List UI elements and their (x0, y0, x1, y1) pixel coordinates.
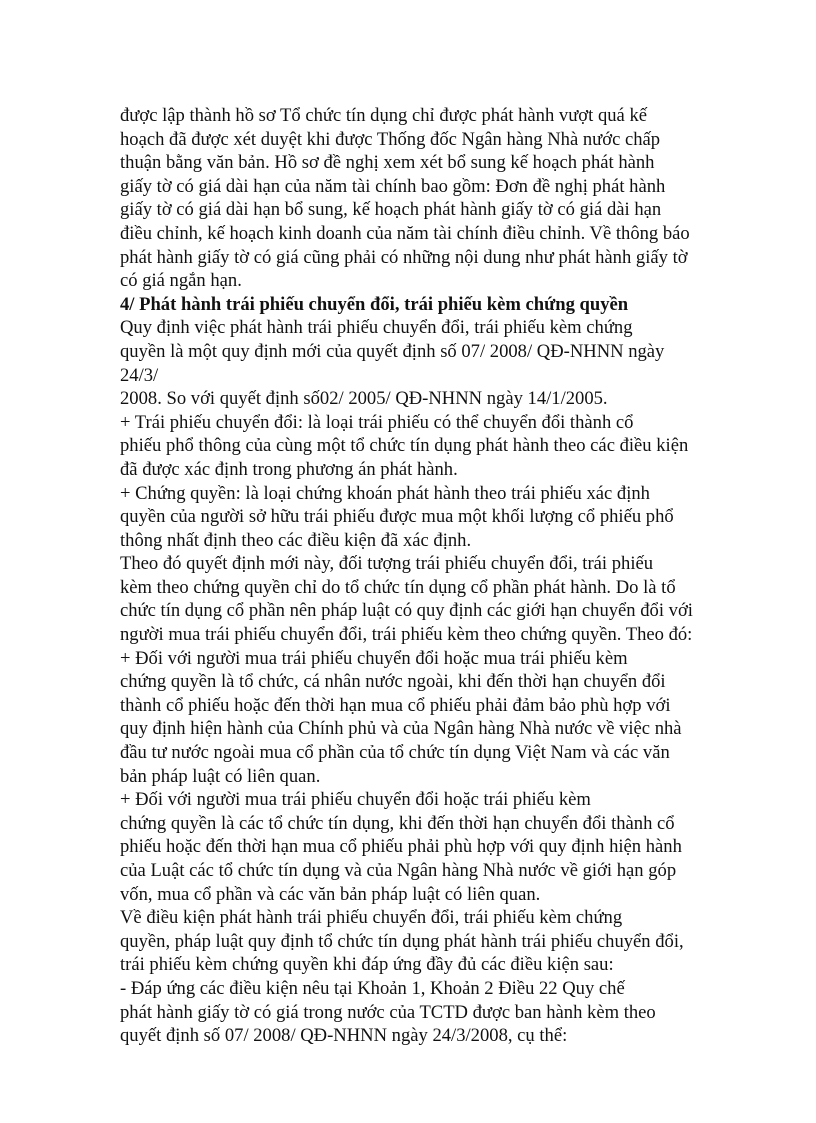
body-text-line: bản pháp luật có liên quan. (120, 765, 321, 787)
body-text-line: chứng quyền là các tổ chức tín dụng, khi đến thời hạn chuyển đổi thành cổ (120, 812, 675, 834)
body-text-line: Về điều kiện phát hành trái phiếu chuyển đổi, trái phiếu kèm chứng (120, 907, 623, 929)
body-text-line: đã được xác định trong phương án phát hành. (120, 458, 458, 480)
body-text-line: thuận bằng văn bản. Hồ sơ đề nghị xem xét bổ sung kế hoạch phát hành (120, 152, 655, 174)
body-text-line: chứng quyền là tổ chức, cá nhân nước ngoài, khi đến thời hạn chuyển đổi (120, 671, 666, 693)
body-text-line: - Đáp ứng các điều kiện nêu tại Khoản 1, Khoản 2 Điều 22 Quy chế (120, 977, 625, 999)
body-text-line: có giá ngắn hạn. (120, 270, 242, 292)
body-text-line: + Đối với người mua trái phiếu chuyển đổi hoặc mua trái phiếu kèm (120, 647, 628, 669)
body-text-line: vốn, mua cổ phần và các văn bản pháp luật có liên quan. (120, 883, 541, 905)
body-text-line: của Luật các tổ chức tín dụng và của Ngân hàng Nhà nước về giới hạn góp (120, 860, 677, 881)
body-text-line: hoạch đã được xét duyệt khi được Thống đốc Ngân hàng Nhà nước chấp (120, 128, 661, 150)
body-text-line: thành cổ phiếu hoặc đến thời hạn mua cổ phiếu phải đảm bảo phù hợp với (120, 694, 671, 716)
body-text-line: điều chỉnh, kế hoạch kinh doanh của năm tài chính điều chỉnh. Về thông báo (120, 222, 690, 244)
body-text-line: giấy tờ có giá dài hạn của năm tài chính bao gồm: Đơn đề nghị phát hành (120, 175, 666, 197)
body-text-line: 24/3/ (120, 364, 159, 386)
body-text-line: + Chứng quyền: là loại chứng khoán phát hành theo trái phiếu xác định (120, 482, 650, 504)
body-text-line: trái phiếu kèm chứng quyền khi đáp ứng đầy đủ các điều kiện sau: (120, 954, 614, 976)
body-text-line: quyền, pháp luật quy định tổ chức tín dụng phát hành trái phiếu chuyển đổi, (120, 930, 684, 952)
body-text-line: 2008. So với quyết định số02/ 2005/ QĐ-NHNN ngày 14/1/2005. (120, 388, 608, 410)
body-text-line: phiếu hoặc đến thời hạn mua cổ phiếu phải phù hợp với quy định hiện hành (120, 836, 682, 858)
body-text-line: giấy tờ có giá dài hạn bổ sung, kế hoạch phát hành giấy tờ có giá dài hạn (120, 199, 662, 221)
body-text-line: chức tín dụng cổ phần nên pháp luật có quy định các giới hạn chuyển đổi với (120, 600, 693, 622)
document-body (120, 104, 720, 1048)
body-text-line: quyền là một quy định mới của quyết định số 07/ 2008/ QĐ-NHNN ngày (120, 340, 665, 362)
body-text-line: phát hành giấy tờ có giá trong nước của TCTD được ban hành kèm theo (120, 1001, 656, 1023)
body-text-line: Theo đó quyết định mới này, đối tượng trái phiếu chuyển đổi, trái phiếu (120, 553, 654, 575)
body-text-line: kèm theo chứng quyền chỉ do tổ chức tín dụng cổ phần phát hành. Do là tổ (120, 576, 676, 598)
body-text-line: đầu tư nước ngoài mua cổ phần của tổ chức tín dụng Việt Nam và các văn (120, 742, 670, 764)
body-text-line: người mua trái phiếu chuyển đổi, trái phiếu kèm theo chứng quyền. Theo đó: (120, 624, 693, 646)
body-text-line: + Đối với người mua trái phiếu chuyển đổi hoặc trái phiếu kèm (120, 789, 591, 811)
body-text-line: quy định hiện hành của Chính phủ và của Ngân hàng Nhà nước về việc nhà (120, 718, 682, 740)
body-text-line: thông nhất định theo các điều kiện đã xác định. (120, 529, 472, 551)
body-text-line: Quy định việc phát hành trái phiếu chuyển đổi, trái phiếu kèm chứng (120, 317, 633, 339)
body-text-line: phiếu phổ thông của cùng một tổ chức tín dụng phát hành theo các điều kiện (120, 435, 689, 457)
section-heading: 4/ Phát hành trái phiếu chuyển đổi, trái phiếu kèm chứng quyền (120, 293, 629, 315)
body-text-line: quyết định số 07/ 2008/ QĐ-NHNN ngày 24/3/2008, cụ thể: (120, 1025, 568, 1047)
body-text-line: + Trái phiếu chuyển đổi: là loại trái phiếu có thể chuyển đổi thành cổ (120, 411, 634, 433)
body-text-line: quyền của người sở hữu trái phiếu được mua một khối lượng cổ phiếu phổ (120, 506, 674, 528)
body-text-line: phát hành giấy tờ có giá cũng phải có những nội dung như phát hành giấy tờ (120, 246, 688, 268)
body-text-line: được lập thành hồ sơ Tổ chức tín dụng chỉ được phát hành vượt quá kế (120, 105, 647, 126)
